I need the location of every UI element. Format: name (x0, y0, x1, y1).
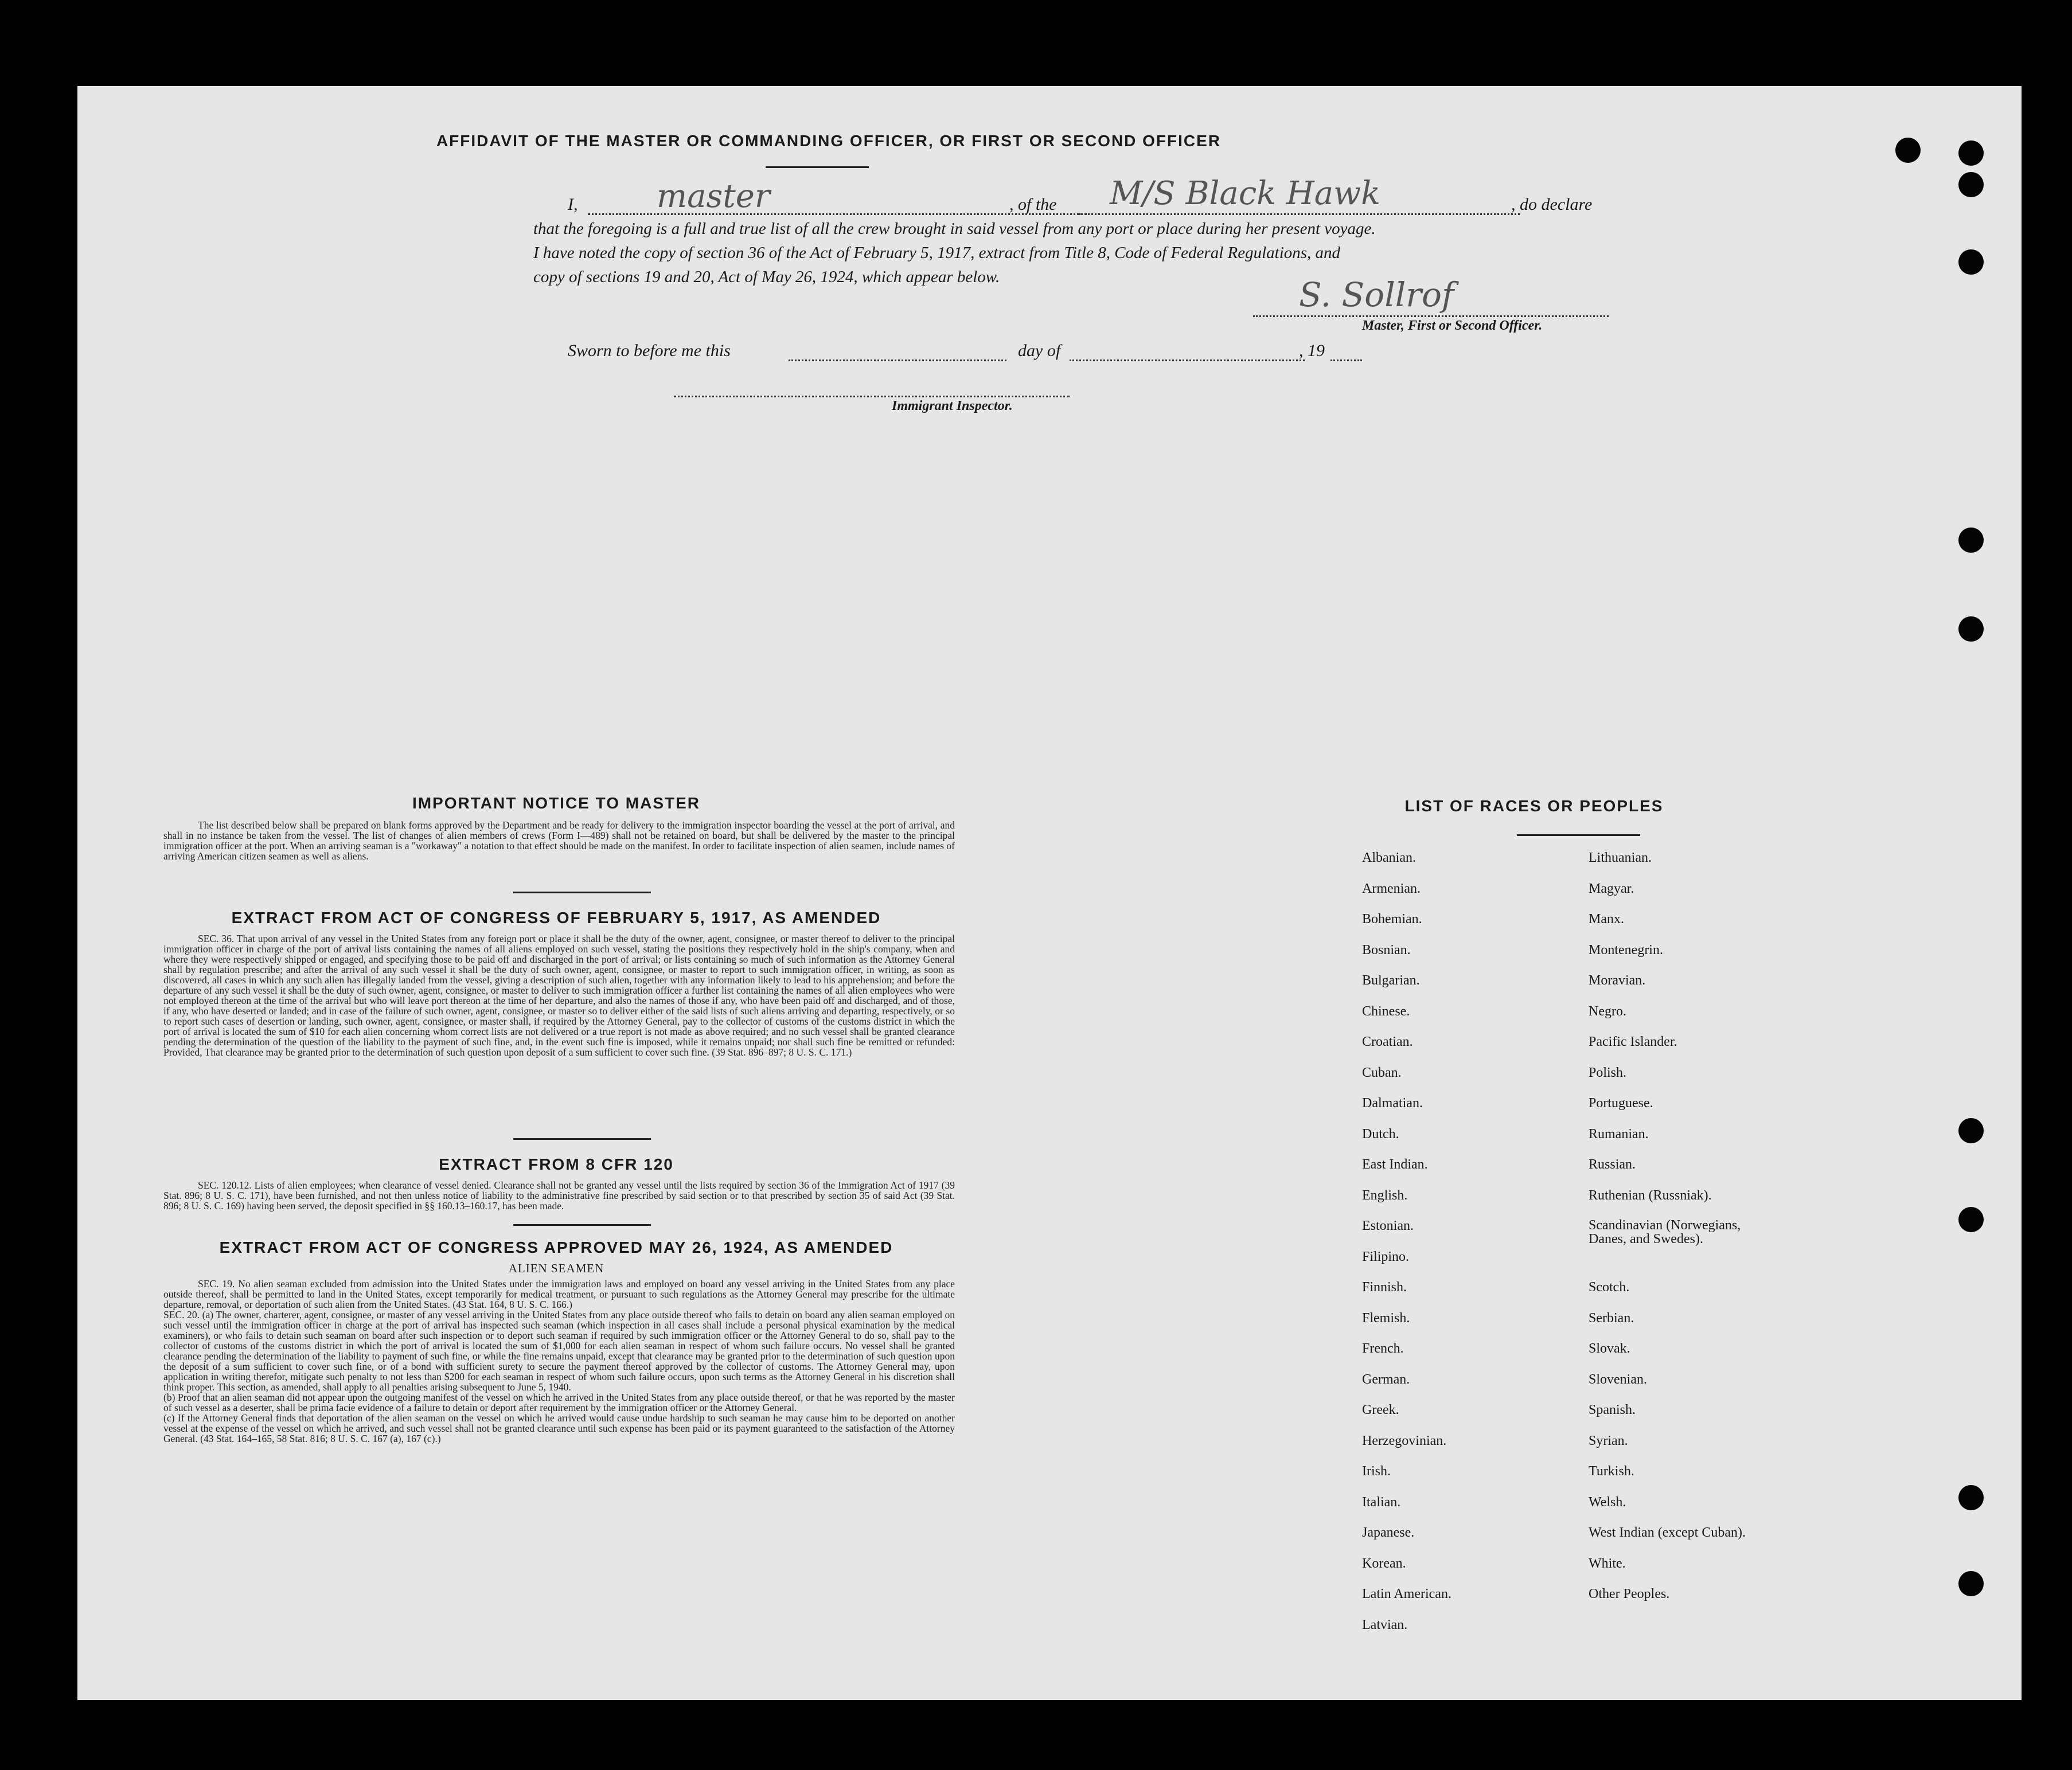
race-item: Polish. (1589, 1065, 1627, 1080)
race-item: Croatian. (1362, 1034, 1413, 1049)
race-item: Montenegrin. (1589, 942, 1663, 958)
race-item: Albanian. (1362, 850, 1416, 865)
race-item: Korean. (1362, 1556, 1406, 1571)
race-item: Bosnian. (1362, 942, 1411, 958)
race-item: East Indian. (1362, 1157, 1428, 1172)
affidavit-line-2: that the foregoing is a full and true list of all the crew brought in said vessel from any port or place during her present voyage. (533, 220, 1376, 238)
race-item: Scandinavian (Norwegians, Danes, and Swedes). (1589, 1218, 1741, 1247)
race-item: Bohemian. (1362, 912, 1422, 927)
race-item: Filipino. (1362, 1249, 1410, 1264)
race-item: Dalmatian. (1362, 1096, 1423, 1111)
race-item: Cuban. (1362, 1065, 1402, 1080)
race-item: Scotch. (1589, 1280, 1630, 1295)
race-item: Latvian. (1362, 1617, 1408, 1632)
punch-hole (1958, 140, 1984, 166)
affidavit-i-label: I, (568, 195, 578, 214)
races-title: LIST OF RACES OR PEOPLES (1404, 797, 1664, 815)
punch-hole (1958, 1485, 1984, 1510)
race-item: French. (1362, 1341, 1404, 1356)
vessel-fill-line (1078, 213, 1520, 215)
divider (1517, 834, 1640, 836)
signature-caption: Master, First or Second Officer. (1362, 318, 1543, 333)
affidavit-title: AFFIDAVIT OF THE MASTER OR COMMANDING OFFICER, OR FIRST OR SECOND OFFICER (436, 132, 1222, 150)
race-item: Syrian. (1589, 1433, 1628, 1448)
race-item: English. (1362, 1187, 1408, 1203)
divider (766, 166, 869, 168)
punch-hole (1958, 172, 1984, 197)
race-item: Greek. (1362, 1402, 1399, 1417)
race-item: Manx. (1589, 912, 1624, 927)
divider (513, 892, 651, 893)
inspector-caption: Immigrant Inspector. (892, 398, 1013, 413)
punch-hole (1958, 1571, 1984, 1596)
signature: S. Sollrof (1299, 275, 1454, 314)
race-item: White. (1589, 1556, 1626, 1571)
signature-line (1253, 315, 1609, 317)
affidavit-line-3: I have noted the copy of section 36 of the Act of February 5, 1917, extract from Title 8, Code of Federal Regulations, and (533, 244, 1341, 262)
race-item: Negro. (1589, 1003, 1626, 1019)
race-item: Irish. (1362, 1464, 1391, 1479)
extract-1917-text: SEC. 36. That upon arrival of any vessel in the United States from any foreign port or place it shall be the duty of the owner, agent, consignee, or master thereof to deliver to the principal immigration officer in charge of the port of arrival lists containing the names of all aliens employed on such vessel, stating the positions they respectively hold in the ship's company, when and where they were respectively shipped or engaged, and specifying those to be paid off and discharged in the port of arrival; or lists containing so much of such information as the Attorney General shall by regulation prescribe; and after the arrival of any such vessel it shall be the duty of such owner, agent, consignee, or master to report to such immigration officer, in writing, as soon as discovered, all cases in which any such alien has illegally landed from the vessel, giving a description of such alien, together with any information likely to lead to his apprehension; and before the departure of any such vessel it shall be the duty of such owner, agent, consignee, or master to deliver to such immigration officer a further list containing the names of all alien employees who were not employed thereon at the time of the arrival but who will leave port thereon at the time of her departure, and also the names of those if any, who have been paid off and discharged, and of those, if any, who have deserted or landed; and in case of the failure of such owner, agent, consignee, or master so to deliver either of the said lists of such aliens arriving and departing, respectively, or so to report such cases of desertion or landing, such owner, agent, consignee, or master shall, if required by the Attorney General, pay to the collector of customs of the customs district in which the port of arrival is located the sum of $10 for each alien concerning whom correct lists are not delivered or a true report is not made as above required; and no such vessel shall be granted clearance pending the determination of the question of the liability to the payment of such fine, and, in the event such fine is imposed, while it remains unpaid; nor shall such fine be remitted or refunded: Provided, That clearance may be granted prior to the determination of such question upon deposit of a sum sufficient to cover such fine. (39 Stat. 896–897; 8 U. S. C. 171.) (163, 933, 955, 1058)
race-item: German. (1362, 1372, 1410, 1387)
sworn-label: Sworn to before me this (568, 341, 731, 360)
race-item: Italian. (1362, 1494, 1401, 1510)
race-item: Rumanian. (1589, 1126, 1649, 1142)
affidavit-do-declare: , do declare (1511, 195, 1593, 214)
punch-hole (1958, 1118, 1984, 1143)
punch-hole (1958, 616, 1984, 642)
race-item: Ruthenian (Russniak). (1589, 1187, 1712, 1203)
race-item: Armenian. (1362, 881, 1421, 896)
year-fill-line (1330, 360, 1362, 361)
affidavit-line-4: copy of sections 19 and 20, Act of May 26, 1924, which appear below. (533, 268, 1000, 286)
race-item: Other Peoples. (1589, 1587, 1670, 1601)
extract-1924-title: EXTRACT FROM ACT OF CONGRESS APPROVED MAY 26, 1924, AS AMENDED (219, 1238, 893, 1256)
extract-1924-subtitle: ALIEN SEAMEN (508, 1261, 604, 1275)
race-item: Lithuanian. (1589, 850, 1652, 865)
race-item: Herzegovinian. (1362, 1433, 1447, 1448)
race-item: Slovak. (1589, 1341, 1630, 1356)
notice-title: IMPORTANT NOTICE TO MASTER (412, 794, 701, 812)
race-item: Pacific Islander. (1589, 1034, 1677, 1049)
race-item: Spanish. (1589, 1402, 1636, 1417)
race-item: Flemish. (1362, 1310, 1410, 1326)
day-fill-line (1070, 360, 1305, 361)
notice-text: The list described below shall be prepared on blank forms approved by the Department and be ready for delivery to the immigration inspector boarding the vessel at the port of arrival, and shall in no instance be taken from the vessel. The list of changes of alien members of crews (Form I—489) shall not be retained on board, but shall be delivered by the master to the principal immigration officer at the port. When an arriving seaman is a "workaway" a notation to that effect should be made on the manifest. In order to facilitate inspection of alien seamen, include names of arriving American citizen seamen as well as aliens. (163, 819, 955, 862)
divider (513, 1224, 651, 1226)
race-item: Slovenian. (1589, 1372, 1647, 1387)
extract-1917-title: EXTRACT FROM ACT OF CONGRESS OF FEBRUARY 5, 1917, AS AMENDED (231, 909, 881, 927)
race-item: Russian. (1589, 1157, 1636, 1172)
race-item: Turkish. (1589, 1464, 1634, 1479)
race-item: Japanese. (1362, 1525, 1415, 1540)
race-item: Portuguese. (1589, 1096, 1653, 1111)
extract-cfr-text: SEC. 120.12. Lists of alien employees; when clearance of vessel denied. Clearance shall not be granted any vessel until the lists required by section 36 of the Immigration Act of 1917 (39 Stat. 896; 8 U. S. C. 171), have been furnished, and not then unless notice of liability to the administrative fine prescribed by said section or to that prescribed by section 35 of said Act (39 Stat. 896; 8 U. S. C. 169) having been served, the deposit specified in §§ 160.13–160.17, has been made. (163, 1179, 955, 1212)
race-item: Estonian. (1362, 1218, 1414, 1233)
punch-hole (1958, 528, 1984, 553)
affidavit-of-the: , of the (1009, 195, 1057, 214)
race-item: Latin American. (1362, 1587, 1451, 1601)
document-page (77, 86, 2022, 1700)
handwritten-vessel: M/S Black Hawk (1110, 175, 1381, 212)
race-item: Serbian. (1589, 1310, 1634, 1326)
year-label: , 19 (1299, 341, 1325, 360)
race-item: West Indian (except Cuban). (1589, 1525, 1746, 1540)
sworn-fill-line (789, 360, 1006, 361)
race-item: Chinese. (1362, 1003, 1410, 1019)
race-item: Bulgarian. (1362, 973, 1420, 988)
punch-hole (1958, 1207, 1984, 1232)
race-item: Magyar. (1589, 881, 1634, 896)
day-of-label: day of (1018, 341, 1061, 360)
punch-hole (1958, 249, 1984, 275)
race-item: Moravian. (1589, 973, 1646, 988)
race-item: Welsh. (1589, 1494, 1626, 1510)
divider (513, 1138, 651, 1140)
punch-hole (1895, 138, 1921, 163)
extract-1924-text: SEC. 19. No alien seaman excluded from admission into the United States under the immigration laws and employed on board any vessel arriving in the United States from any place outside thereof, shall be permitted to land in the United States, except temporarily for medical treatment, or pursuant to such regulations as the Attorney General may prescribe for the ultimate departure, removal, or deportation of such alien from the United States. (43 Stat. 164, 8 U. S. C. 166.) SEC. 20. (a) The owner, charterer, agent, consignee, or master of any vessel arriving in the United States from any place outside thereof who fails to detain on board any alien seaman employed on such vessel until the immigration officer in charge at the port of arrival has inspected such seaman (which inspection in all cases shall include a personal physical examination by the medical examiners), or who fails to detain such seaman on board after such inspection or to deport such seaman if required by such immigration officer or the Attorney General to do so, shall pay to the collector of customs of the customs district in which the port of arrival is located the sum of $1,000 for each alien seaman in respect of whom such failure occurs. No vessel shall be granted clearance pending the determination of the liability to payment of such fine, or while the fine remains unpaid, except that clearance may be granted prior to the determination of such question upon the deposit of a sum sufficient to cover such fine, or of a bond with sufficient surety to secure the payment thereof approved by the collector of customs. The Attorney General may, upon application in writing therefor, mitigate such penalty to not less than $200 for each seaman in respect of whom such failure occurs, upon such terms as the Attorney General in his discretion shall think proper. This section, as amended, shall apply to all penalties arising subsequent to June 5, 1940. (b) Proof that an alien seaman did not appear upon the outgoing manifest of the vessel on which he arrived in the United States from any place outside thereof, or that he was reported by the master of such vessel as a deserter, shall be prima facie evidence of a failure to detain or deport after requirement by the immigration officer or the Attorney General. (c) If the Attorney General finds that deportation of the alien seaman on the vessel on which he arrived would cause undue hardship to such seaman he may cause him to be deported on another vessel at the expense of the vessel on which he arrived, and such vessel shall not be granted clearance until such expense has been paid or its payment guaranteed to the satisfaction of the Attorney General. (43 Stat. 164–165, 58 Stat. 816; 8 U. S. C. 167 (a), 167 (c).) (163, 1278, 955, 1444)
extract-cfr-title: EXTRACT FROM 8 CFR 120 (439, 1155, 674, 1173)
race-item: Dutch. (1362, 1126, 1399, 1142)
inspector-line (674, 396, 1070, 397)
handwritten-officer: master (657, 178, 770, 215)
race-item: Finnish. (1362, 1280, 1407, 1295)
